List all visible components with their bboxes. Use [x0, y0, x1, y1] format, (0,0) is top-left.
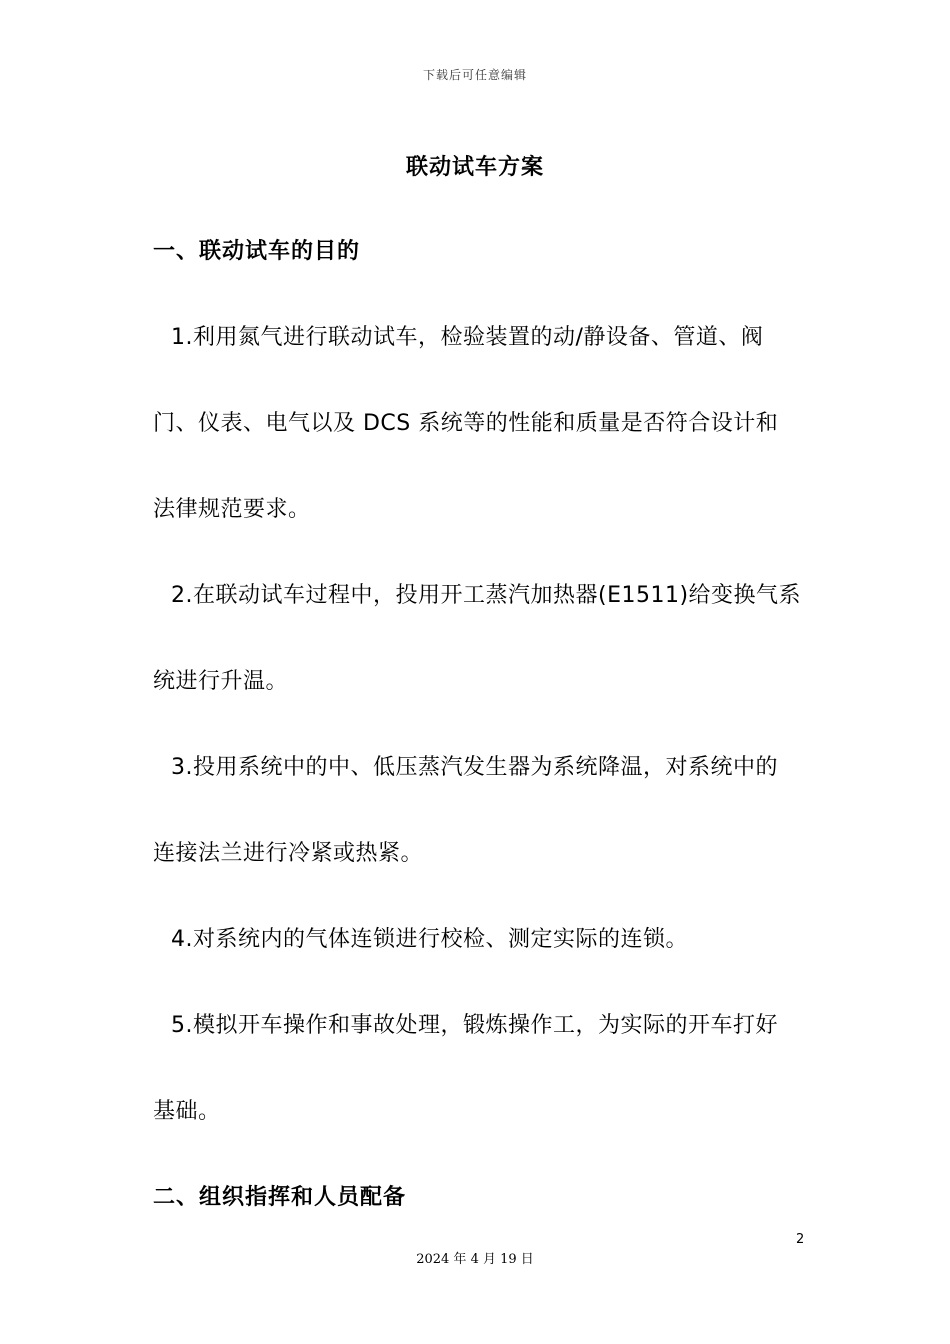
paragraph-line: 门、仪表、电气以及 DCS 系统等的性能和质量是否符合设计和: [153, 411, 779, 436]
paragraph-line: 2.在联动试车过程中，投用开工蒸汽加热器(E1511)给变换气系: [171, 583, 802, 608]
footer-date: 2024 年 4 月 19 日: [416, 1252, 534, 1267]
section-heading-purpose: 一、联动试车的目的: [153, 239, 361, 264]
header-note: 下载后可任意编辑: [422, 68, 527, 82]
paragraph-line: 3.投用系统中的中、低压蒸汽发生器为系统降温，对系统中的: [171, 755, 778, 780]
paragraph-line: 统进行升温。: [153, 669, 289, 694]
page-number: 2: [796, 1232, 805, 1247]
paragraph-line: 4.对系统内的气体连锁进行校检、测定实际的连锁。: [171, 927, 688, 952]
paragraph-line: 连接法兰进行冷紧或热紧。: [153, 841, 424, 866]
paragraph-line: 5.模拟开车操作和事故处理，锻炼操作工，为实际的开车打好: [171, 1013, 778, 1038]
document-title: 联动试车方案: [405, 155, 544, 180]
paragraph-line: 法律规范要求。: [153, 497, 311, 522]
paragraph-line: 基础。: [153, 1099, 221, 1124]
paragraph-line: 1.利用氮气进行联动试车，检验装置的动/静设备、管道、阀: [171, 325, 764, 350]
section-heading-organization: 二、组织指挥和人员配备: [153, 1185, 407, 1210]
